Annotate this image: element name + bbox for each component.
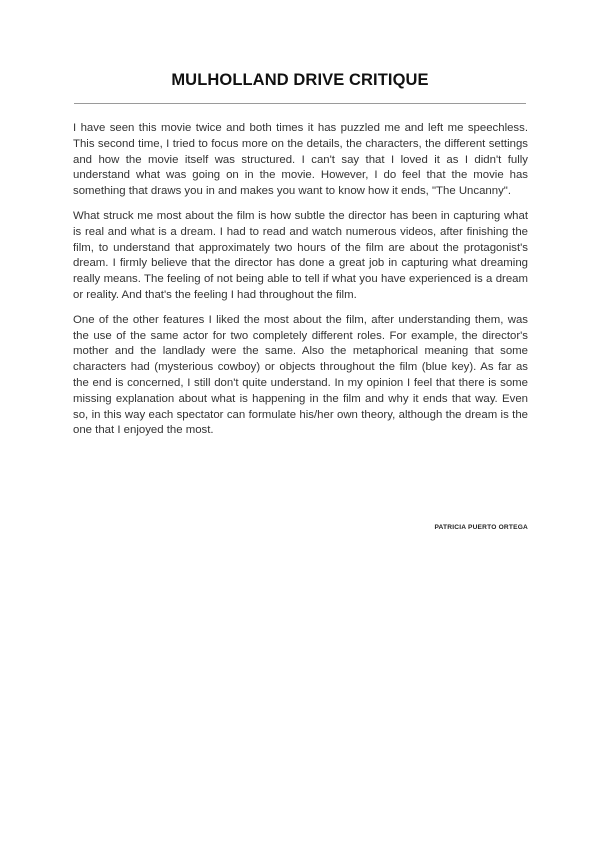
- paragraph-3: One of the other features I liked the most about the film, after understanding them, was the use of the same actor for two completely different roles. For example, the director's mother and the landlady were the same. Also the metaphorical meaning that some characters had (mysterious cowboy) or objects throughout the film (blue key). As far as the end is concerned, I still don't quite understand. In my opinion I feel that there is some missing explanation about what is happening in the film and why it ends that way. Even so, in this way each spectator can formulate his/her own theory, although the dream is the one that I enjoyed the most.: [73, 313, 528, 437]
- page-title: MULHOLLAND DRIVE CRITIQUE: [171, 71, 429, 89]
- critique-body: [73, 121, 528, 448]
- paragraph-1: I have seen this movie twice and both times it has puzzled me and left me speechless. This second time, I tried to focus more on the details, the characters, the different settings and how the movie itself was structured. I can't say that I loved it as I didn't fully understand what was going on in the movie. However, I do feel that the movie has something that draws you in and makes you want to know how it ends, "The Uncanny".: [73, 122, 528, 198]
- title-divider: [74, 103, 526, 104]
- paragraph-2: What struck me most about the film is how subtle the director has been in capturing what is real and what is a dream. I had to read and watch numerous videos, after finishing the film, to understand that approximately two hours of the film are about the protagonist's dream. I firmly believe that the director has done a great job in capturing what dreaming really means. The feeling of not being able to tell if what you have experienced is a dream or reality. And that's the feeling I had throughout the film.: [73, 209, 528, 301]
- author-signature: PATRICIA PUERTO ORTEGA: [434, 524, 528, 531]
